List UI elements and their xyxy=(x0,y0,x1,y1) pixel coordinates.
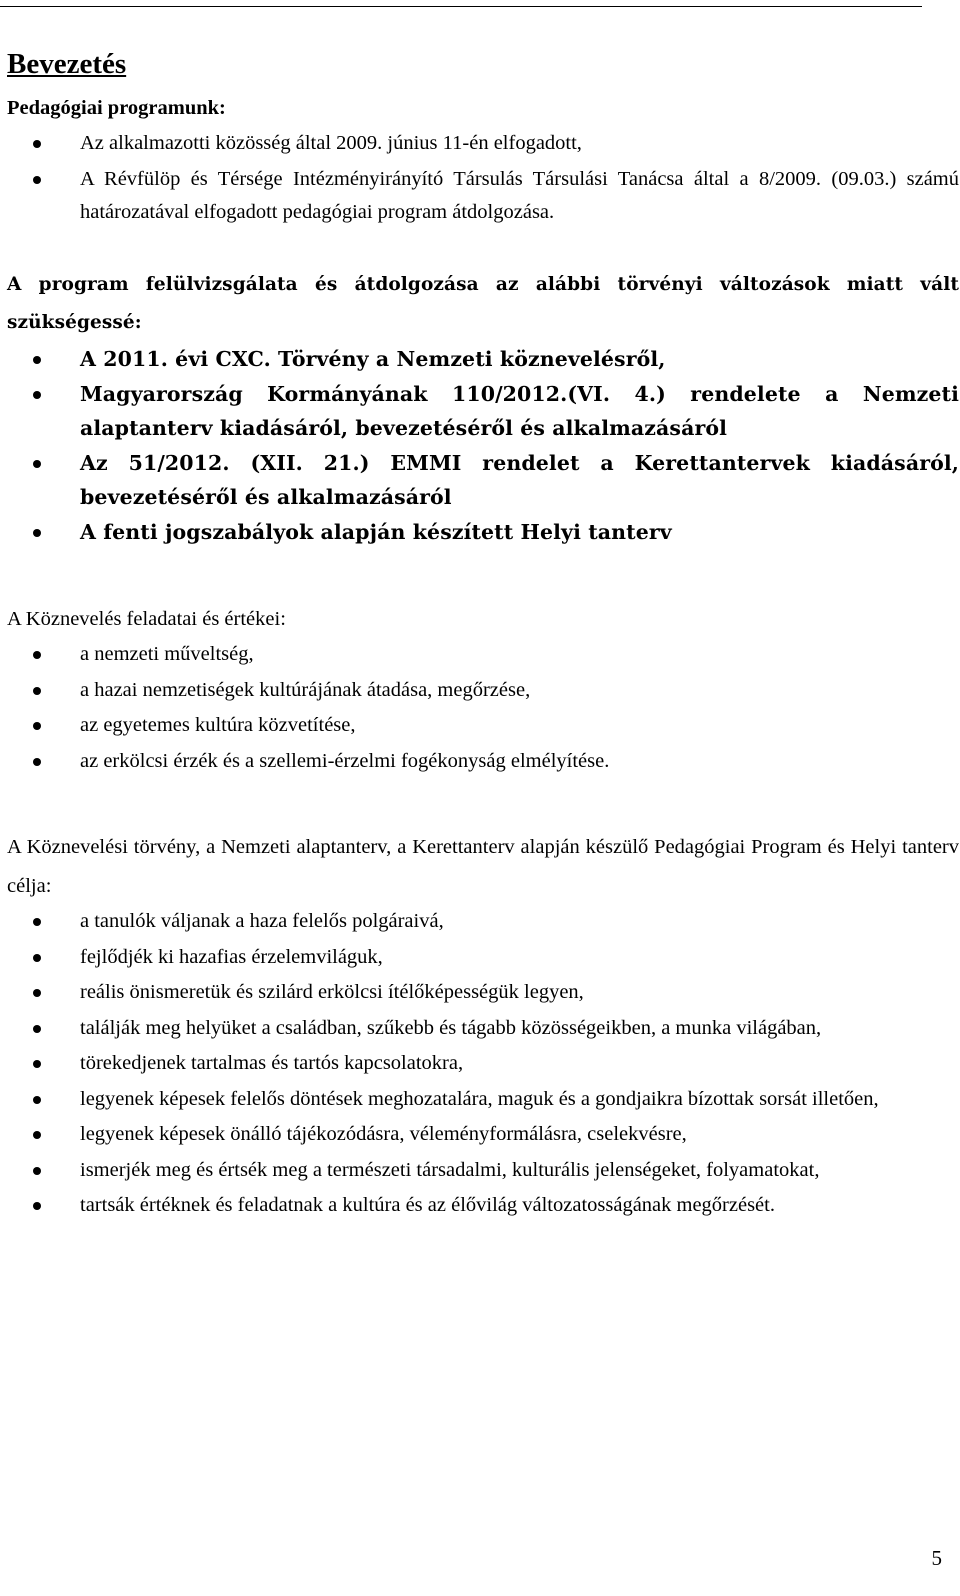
bullet-icon xyxy=(33,391,41,399)
section1-heading: Pedagógiai programunk: xyxy=(7,96,226,119)
list-item: ismerjék meg és értsék meg a természeti társadalmi, kulturális jelenségeket, folyamatokat, xyxy=(7,1154,959,1188)
list-item: tartsák értéknek és feladatnak a kultúra és az élővilág változatosságának megőrzését. xyxy=(7,1189,959,1223)
list-item: a tanulók váljanak a haza felelős polgáraivá, xyxy=(7,905,959,939)
list-item: a hazai nemzetiségek kultúrájának átadása, megőrzése, xyxy=(7,674,959,708)
bullet-icon xyxy=(33,1202,41,1210)
bullet-icon xyxy=(33,529,41,537)
list-item: Az 51/2012. (XII. 21.) EMMI rendelet a Kerettantervek kiadásáról, bevezetéséről és alkalmazásáról xyxy=(7,447,959,514)
list-item: az erkölcsi érzék és a szellemi-érzelmi fogékonyság elmélyítése. xyxy=(7,745,959,779)
bullet-icon xyxy=(33,1131,41,1139)
bullet-icon xyxy=(33,140,41,148)
bullet-icon xyxy=(33,722,41,730)
bullet-icon xyxy=(33,954,41,962)
list-item: a nemzeti műveltség, xyxy=(7,638,959,672)
header-rule xyxy=(0,6,922,7)
bullet-icon xyxy=(33,1096,41,1104)
bullet-icon xyxy=(33,176,41,184)
list-item: Magyarország Kormányának 110/2012.(VI. 4.) rendelete a Nemzeti alaptanterv kiadásáról, bevezetéséről és alkalmazásáról xyxy=(7,378,959,445)
section2-list xyxy=(7,343,959,550)
list-item: találják meg helyüket a családban, szűkebb és tágabb közösségeikben, a munka világában, xyxy=(7,1012,959,1046)
list-item: A Révfülöp és Térsége Intézményirányító Társulás Társulási Tanácsa által a 8/2009. (09.03.) számú határozatával elfogadott pedagógiai program átdolgozása. xyxy=(7,163,959,230)
list-item: törekedjenek tartalmas és tartós kapcsolatokra, xyxy=(7,1047,959,1081)
bullet-icon xyxy=(33,356,41,364)
list-item: A 2011. évi CXC. Törvény a Nemzeti köznevelésről, xyxy=(7,343,959,377)
bullet-icon xyxy=(33,758,41,766)
bullet-icon xyxy=(33,651,41,659)
section3-heading: A Köznevelés feladatai és értékei: xyxy=(7,607,286,630)
section4-heading: A Köznevelési törvény, a Nemzeti alaptanterv, a Kerettanterv alapján készülő Pedagógiai Program és Helyi tanterv célja: xyxy=(7,836,959,897)
bullet-icon xyxy=(33,1060,41,1068)
bullet-icon xyxy=(33,1025,41,1033)
page-number: 5 xyxy=(931,1546,942,1570)
section4-list xyxy=(7,905,959,1223)
list-item: az egyetemes kultúra közvetítése, xyxy=(7,709,959,743)
list-item: fejlődjék ki hazafias érzelemviláguk, xyxy=(7,941,959,975)
bullet-icon xyxy=(33,687,41,695)
section2-heading: A program felülvizsgálata és átdolgozása az alábbi törvényi változások miatt vált szükségessé: xyxy=(7,273,959,334)
bullet-icon xyxy=(33,918,41,926)
section1-list xyxy=(7,127,959,230)
list-item: legyenek képesek felelős döntések meghozatalára, maguk és a gondjaikra bízottak sorsát illetően, xyxy=(7,1083,959,1117)
document-title: Bevezetés xyxy=(7,48,127,80)
bullet-icon xyxy=(33,1167,41,1175)
list-item: Az alkalmazotti közösség által 2009. június 11-én elfogadott, xyxy=(7,127,959,161)
bullet-icon xyxy=(33,989,41,997)
document-page xyxy=(7,44,959,1225)
list-item: legyenek képesek önálló tájékozódásra, véleményformálásra, cselekvésre, xyxy=(7,1118,959,1152)
section3-list xyxy=(7,638,959,778)
list-item: A fenti jogszabályok alapján készített Helyi tanterv xyxy=(7,516,959,550)
list-item: reális önismeretük és szilárd erkölcsi ítélőképességük legyen, xyxy=(7,976,959,1010)
bullet-icon xyxy=(33,460,41,468)
